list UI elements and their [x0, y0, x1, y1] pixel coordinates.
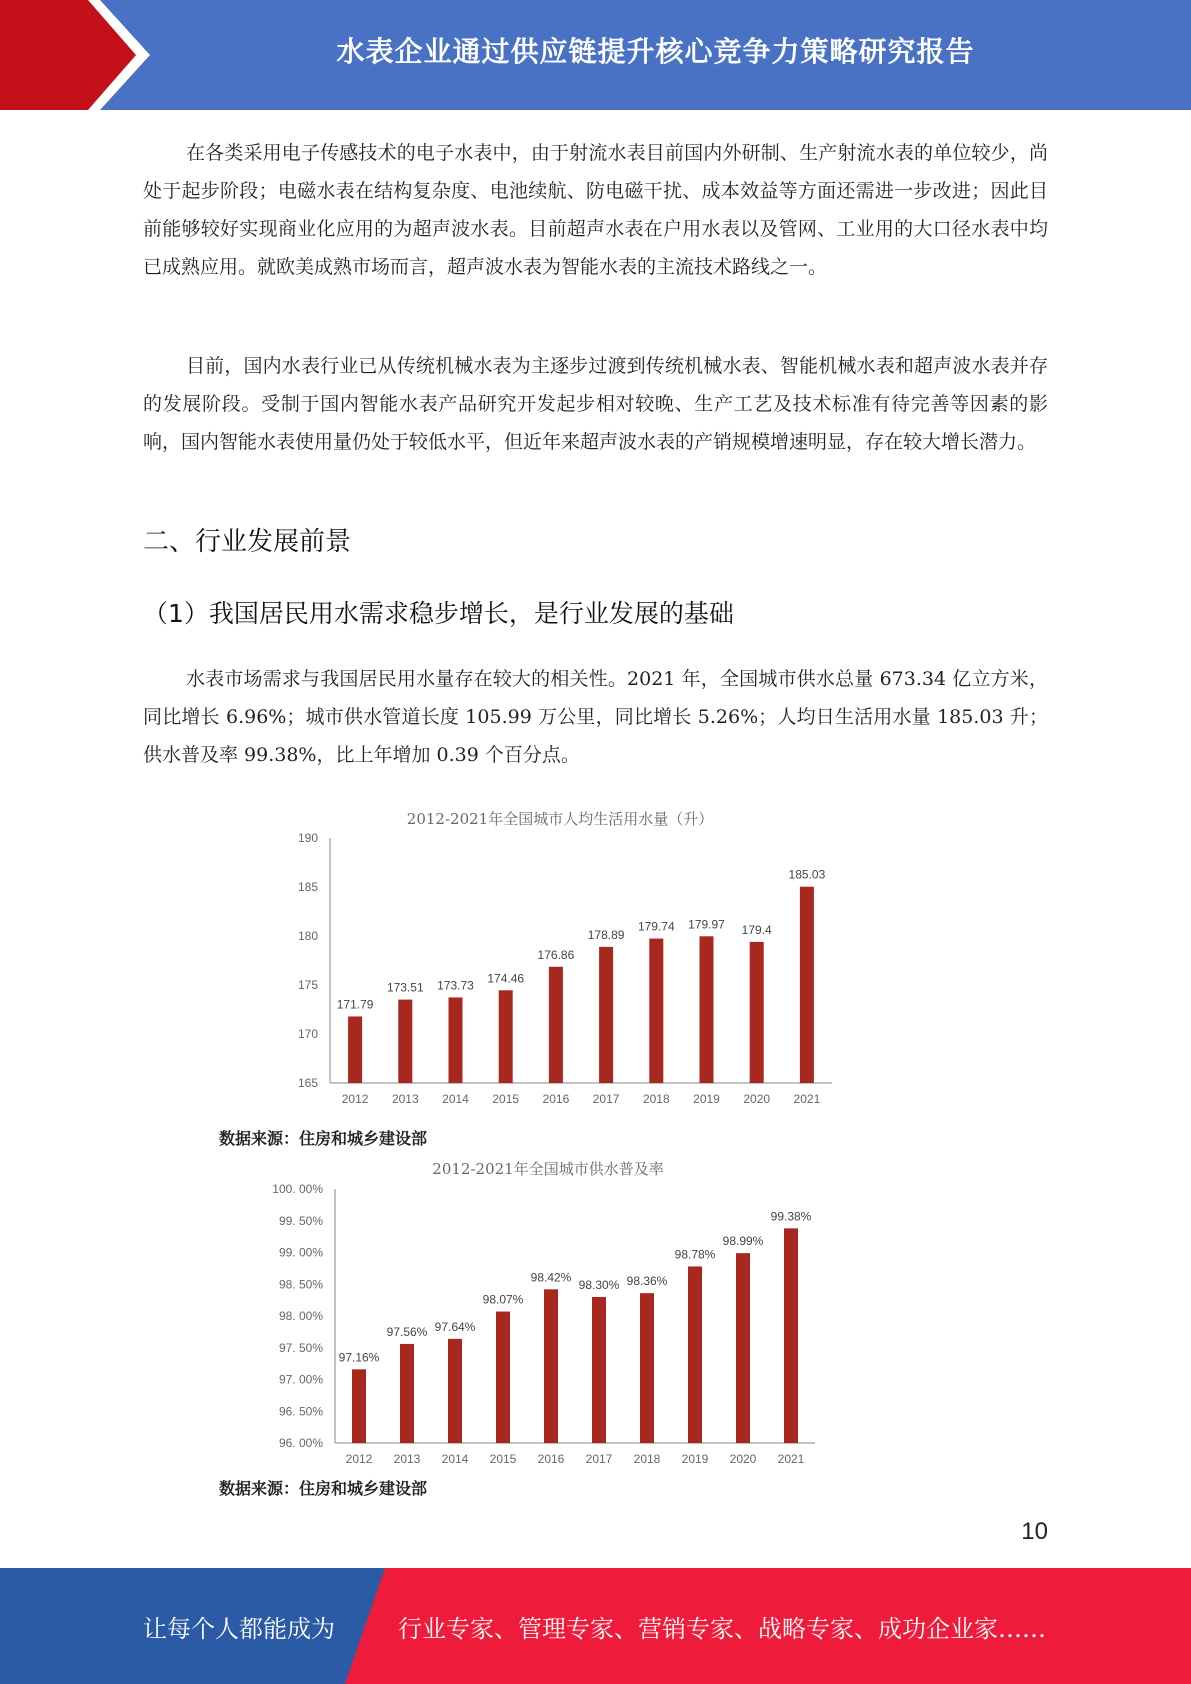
chart1-bar [398, 1000, 412, 1083]
chart1-data-label: 173.51 [386, 980, 424, 995]
page-number: 10 [1021, 1518, 1048, 1545]
chart2-data-label: 98.07% [482, 1292, 524, 1307]
chart2-data-label: 98.99% [722, 1234, 764, 1249]
chart2-bar [400, 1344, 414, 1443]
chart1-y-tick-label: 165 [297, 1076, 318, 1090]
chart2-bar [736, 1253, 750, 1443]
chart2-data-label: 97.64% [434, 1319, 476, 1334]
chart2-x-tick-label: 2017 [585, 1452, 613, 1466]
chart1-x-tick-label: 2020 [743, 1092, 771, 1106]
chart2-x-tick-label: 2021 [777, 1452, 805, 1466]
chart1-x-tick-label: 2015 [492, 1092, 520, 1106]
chart1-bar [549, 967, 563, 1083]
chart2-bar [592, 1297, 606, 1443]
chart1-y-tick-label: 185 [297, 880, 318, 894]
chart2-bar [496, 1312, 510, 1443]
chart1-source: 数据来源：住房和城乡建设部 [219, 1129, 428, 1148]
chart1-bar [649, 939, 663, 1083]
chart1-data-label: 176.86 [537, 947, 575, 962]
chart1-data-label: 178.89 [587, 927, 625, 942]
chart1-x-tick-label: 2014 [442, 1092, 469, 1106]
chart2-bar [352, 1369, 366, 1443]
chart1-bar [750, 942, 764, 1083]
subsection-heading: （1）我国居民用水需求稳步增长，是行业发展的基础 [143, 599, 734, 628]
footer-slogan-right: 行业专家、管理专家、营销专家、战略专家、成功企业家…… [398, 1614, 1046, 1643]
chart1-title: 2012-2021年全国城市人均生活用水量（升） [406, 810, 714, 828]
chart2-x-tick-label: 2013 [393, 1452, 421, 1466]
chart1-data-label: 185.03 [788, 867, 826, 882]
chart2-x-tick-label: 2020 [729, 1452, 757, 1466]
chart2-y-tick-label: 96. 00% [278, 1436, 323, 1450]
chart2-y-tick-label: 97. 50% [278, 1340, 323, 1355]
chart2-source: 数据来源：住房和城乡建设部 [219, 1479, 428, 1498]
paragraph-2: 目前，国内水表行业已从传统机械水表为主逐步过渡到传统机械水表、智能机械水表和超声波水表并存的发展阶段。受制于国内智能水表产品研究开发起步相对较晚、生产工艺及技术标准有待完善等因素的影响，国内智能水表使用量仍处于较低水平，但近年来超声波水表的产销规模增速明显，存在较大增长潜力。 [143, 355, 1048, 453]
chart1-bar [599, 947, 613, 1083]
chart2-title: 2012-2021年全国城市供水普及率 [432, 1160, 664, 1178]
chart1-y-tick-label: 175 [297, 978, 318, 992]
chart1-x-tick-label: 2019 [693, 1092, 720, 1106]
chart2-x-tick-label: 2012 [345, 1452, 373, 1466]
chart1-x-tick-label: 2018 [642, 1092, 670, 1106]
page-header [0, 0, 1191, 110]
chart2-x-tick-label: 2016 [537, 1452, 565, 1466]
chart2-data-label: 99.38% [770, 1209, 812, 1224]
chart1-bar [800, 887, 814, 1083]
chart1-bar [499, 990, 513, 1083]
chart2-bar [784, 1228, 798, 1443]
chart2-x-tick-label: 2014 [441, 1452, 469, 1466]
chart1-data-label: 179.4 [741, 922, 772, 937]
chart2-data-label: 98.78% [674, 1247, 716, 1262]
chart1-data-label: 171.79 [336, 997, 374, 1012]
chart2-data-label: 98.42% [530, 1270, 572, 1285]
chart2-bar [640, 1293, 654, 1443]
chart1-x-tick-label: 2013 [391, 1092, 419, 1106]
chart2-data-label: 98.30% [578, 1277, 620, 1292]
chart2-bar [544, 1289, 558, 1443]
paragraph-1: 在各类采用电子传感技术的电子水表中，由于射流水表目前国内外研制、生产射流水表的单位较少，尚处于起步阶段；电磁水表在结构复杂度、电池续航、防电磁干扰、成本效益等方面还需进一步改进；因此目前能够较好实现商业化应用的为超声波水表。目前超声水表在户用水表以及管网、工业用的大口径水表中均已成熟应用。就欧美成熟市场而言，超声波水表为智能水表的主流技术路线之一。 [143, 142, 1048, 278]
chart1-data-label: 173.73 [437, 978, 474, 993]
paragraph-3: 水表市场需求与我国居民用水量存在较大的相关性。2021 年，全国城市供水总量 673.34 亿立方米，同比增长 6.96%；城市供水管道长度 105.99 万公里，同比增长 5.26%；人均日生活用水量 185.03 升；供水普及率 99.38%，比上年增加 0.39 个百分点。 [143, 668, 1048, 766]
chart2-x-tick-label: 2015 [489, 1452, 517, 1466]
chart2-y-tick-label: 98. 50% [278, 1277, 323, 1292]
chart1-x-tick-label: 2016 [542, 1092, 570, 1106]
chart2-bar [448, 1339, 462, 1443]
chart1-data-label: 179.74 [637, 919, 675, 934]
chart2-x-tick-label: 2019 [681, 1452, 709, 1466]
chart1-x-tick-label: 2017 [592, 1092, 620, 1106]
footer-slogan-left: 让每个人都能成为 [143, 1614, 335, 1643]
chart1-x-tick-label: 2021 [793, 1092, 821, 1106]
section-heading: 二、行业发展前景 [143, 527, 352, 557]
chart2-y-tick-label: 99. 50% [278, 1213, 323, 1228]
chart2-bar [688, 1266, 702, 1443]
chart2-data-label: 98.36% [626, 1274, 668, 1289]
chart1-data-label: 174.46 [487, 971, 525, 986]
chart1-data-label: 179.97 [688, 917, 725, 932]
page-footer [0, 1568, 1191, 1684]
chart2-y-tick-label: 99. 00% [278, 1245, 323, 1260]
chart2-y-tick-label: 100. 00% [272, 1182, 323, 1196]
chart2-y-tick-label: 97. 00% [278, 1372, 323, 1387]
chart2-y-tick-label: 96. 50% [278, 1404, 323, 1419]
chart2-data-label: 97.16% [338, 1350, 380, 1365]
chart1-bar [348, 1016, 362, 1083]
chart2-data-label: 97.56% [386, 1324, 428, 1339]
chart1-y-tick-label: 180 [297, 929, 318, 943]
chart1-x-tick-label: 2012 [341, 1092, 369, 1106]
chart1-bar [449, 997, 463, 1083]
chart1-y-tick-label: 190 [297, 831, 318, 845]
chart2-y-tick-label: 98. 00% [278, 1309, 323, 1323]
chart1-bar [700, 936, 714, 1083]
chart1-y-tick-label: 170 [297, 1027, 318, 1041]
chart2-x-tick-label: 2018 [633, 1452, 661, 1466]
report-title: 水表企业通过供应链提升核心竞争力策略研究报告 [336, 35, 975, 68]
